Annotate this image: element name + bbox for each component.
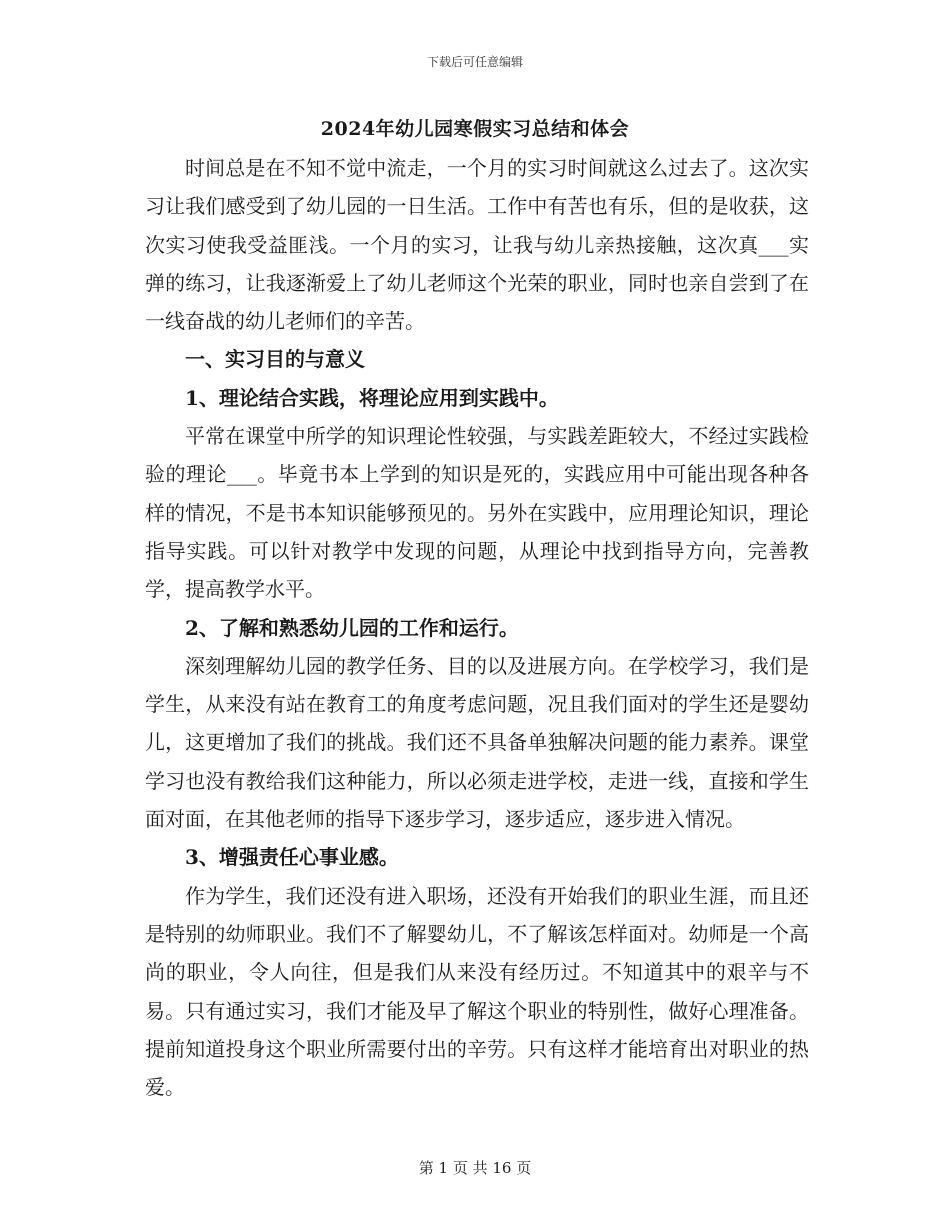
section-heading-purpose: 一、实习目的与意义 [185,347,365,372]
document-body [145,149,809,1106]
paragraph-theory-practice: 平常在课堂中所学的知识理论性较强，与实践差距较大，不经过实践检验的理论___。毕竟书本上学到的知识是死的，实践应用中可能出现各种各样的情况，不是书本知识能够预见的。另外在实践中，应用理论知识，理论指导实践。可以针对教学中发现的问题，从理论中找到指导方向，完善教学，提高教学水平。 [145,424,809,602]
page-number: 第 1 页 共 16 页 [418,1159,532,1177]
document-title: 2024年幼儿园寒假实习总结和体会 [320,118,630,140]
paragraph-kindergarten-work: 深刻理解幼儿园的教学任务、目的以及进展方向。在学校学习，我们是学生，从来没有站在教育工的角度考虑问题，况且我们面对的学生还是婴幼儿，这更增加了我们的挑战。我们还不具备单独解决问题的能力素养。课堂学习也没有教给我们这种能力，所以必须走进学校，走进一线，直接和学生面对面，在其他老师的指导下逐步学习，逐步适应，逐步进入情况。 [145,653,809,832]
subheading-kindergarten-work: 2、了解和熟悉幼儿园的工作和运行。 [185,615,519,640]
header-note: 下载后可任意编辑 [426,55,523,69]
subheading-theory-practice: 1、理论结合实践，将理论应用到实践中。 [185,385,559,410]
intro-paragraph: 时间总是在不知不觉中流走，一个月的实习时间就这么过去了。这次实习让我们感受到了幼儿园的一日生活。工作中有苦也有乐，但的是收获，这次实习使我受益匪浅。一个月的实习，让我与幼儿亲热接触，这次真___实弹的练习，让我逐渐爱上了幼儿老师这个光荣的职业，同时也亲自尝到了在一线奋战的幼儿老师们的辛苦。 [145,156,809,334]
subheading-responsibility: 3、增强责任心事业感。 [185,845,399,870]
paragraph-responsibility: 作为学生，我们还没有进入职场，还没有开始我们的职业生涯，而且还是特别的幼师职业。我们不了解婴幼儿，不了解该怎样面对。幼师是一个高尚的职业，令人向往，但是我们从来没有经历过。不知道其中的艰辛与不易。只有通过实习，我们才能及早了解这个职业的特别性，做好心理准备。提前知道投身这个职业所需要付出的辛劳。只有这样才能培育出对职业的热爱。 [145,883,809,1100]
